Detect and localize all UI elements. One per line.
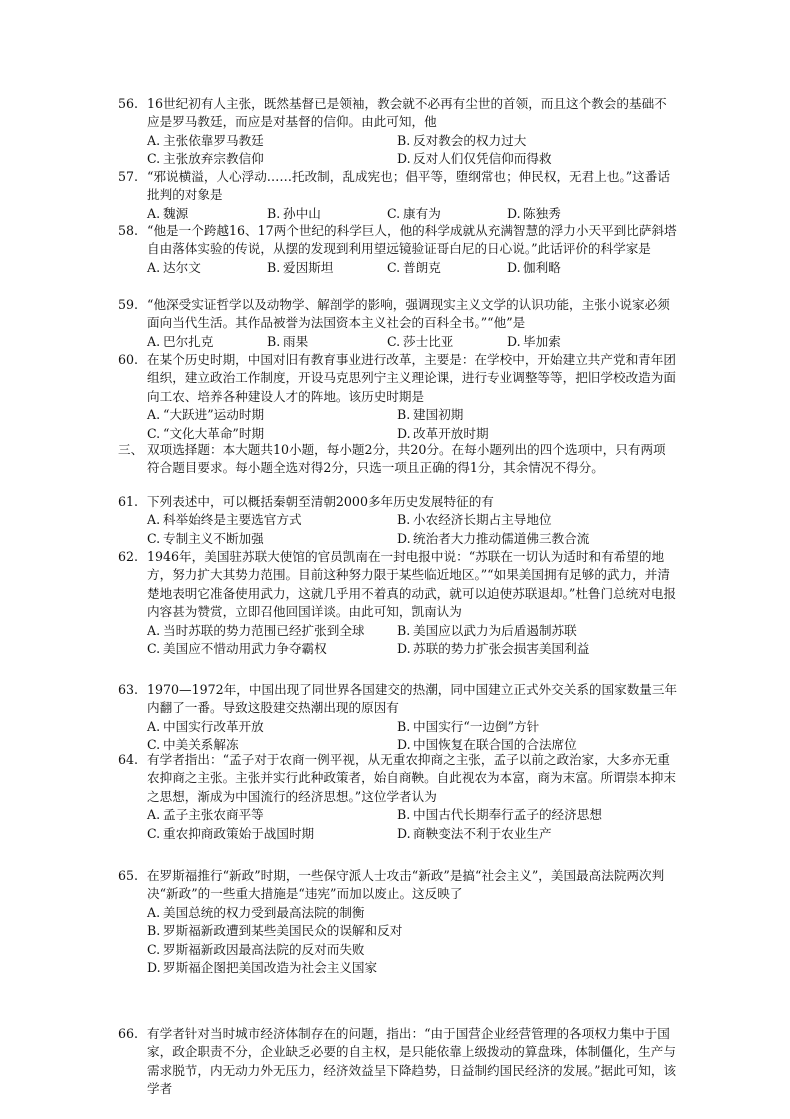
- option-d: [507, 205, 627, 223]
- option-text: 普朗克: [403, 259, 441, 275]
- question-text: “他深受实证哲学以及动物学、解剖学的影响，强调现实主义文学的认识功能，主张小说家必须面向当代生活。其作品被誉为法国资本主义社会的百科全书。”“他”是: [147, 297, 670, 331]
- option-label: A.: [147, 259, 161, 275]
- option-text: 小农经济长期占主导地位: [413, 512, 552, 528]
- option-b: [397, 511, 647, 529]
- option-c: [147, 941, 678, 959]
- option-text: 专制主义不断加强: [163, 530, 264, 546]
- option-b: [267, 333, 387, 351]
- option-label: C.: [147, 941, 161, 957]
- option-text: 达尔文: [163, 259, 201, 275]
- question-number: 三、: [118, 442, 144, 457]
- question-text: 16世纪初有人主张，既然基督已是领袖，教会就不必再有尘世的首领，而且这个教会的基础不应是罗马教廷，而应是对基督的信仰。由此可知，他: [147, 96, 667, 130]
- option-d: [507, 259, 627, 277]
- question-number: 56.: [118, 96, 139, 111]
- option-label: C.: [147, 737, 161, 753]
- question-text: 有学者针对当时城市经济体制存在的问题，指出：“由于国营企业经营管理的各项权力集中于国家，政企职责不分，企业缺乏必要的自主权，是只能依靠上级拨动的算盘珠，体制僵化，生产与需求脱节，内无动力外无压力，经济效益呈下降趋势，日益制约国民经济的发展。”据此可知，该学者: [147, 1026, 677, 1097]
- option-text: 孟子主张农商平等: [163, 807, 264, 823]
- option-label: C.: [147, 530, 161, 546]
- option-text: 巴尔扎克: [163, 333, 214, 349]
- option-text: 商鞅变法不利于农业生产: [413, 825, 552, 841]
- option-d: [397, 825, 647, 843]
- question-text: 双项选择题：本大题共10小题，每小题2分，共20分。在每小题列出的四个选项中，只有两项符合题目要求。每小题全选对得2分，只选一项且正确的得1分，其余情况不得分。: [147, 442, 666, 476]
- option-b: [397, 622, 647, 640]
- option-d: [147, 959, 678, 977]
- option-label: A.: [147, 132, 161, 148]
- question-text: “他是一个跨越16、17两个世纪的科学巨人，他的科学成就从充满智慧的浮力小天平到比萨斜塔自由落体实验的传说，从摆的发现到利用望远镜验证哥白尼的日心说。”此话评价的科学家是: [147, 223, 677, 257]
- option-a: [147, 904, 678, 922]
- option-label: C.: [147, 425, 161, 441]
- question-text: 在某个历史时期，中国对旧有教育事业进行改革，主要是：在学校中，开始建立共产党和青年团组织，建立政治工作制度，开设马克思列宁主义理论课，进行专业调整等等，把旧学校改造为面向工农、培养各种建设人才的阵地。该历史时期是: [147, 352, 676, 404]
- question-64: [118, 681, 678, 755]
- options-list: [147, 806, 678, 843]
- option-text: 伽利略: [523, 259, 561, 275]
- option-c: [147, 150, 397, 168]
- option-label: C.: [147, 641, 161, 657]
- question-number: 63.: [118, 682, 139, 697]
- option-d: [507, 333, 627, 351]
- option-text: 罗斯福新政因最高法院的反对而失败: [163, 941, 365, 957]
- question-number: 57.: [118, 169, 139, 184]
- options-list: [147, 205, 678, 223]
- option-label: A.: [147, 622, 161, 638]
- option-text: 中国实行改革开放: [163, 718, 264, 734]
- options-list: [147, 622, 678, 659]
- options-list: [147, 904, 678, 978]
- question-65: [118, 751, 678, 843]
- option-c: [387, 205, 507, 223]
- question-number: 64.: [118, 752, 139, 767]
- options-list: [147, 511, 678, 548]
- option-label: C.: [387, 205, 401, 221]
- options-list: [147, 132, 678, 169]
- option-label: D.: [397, 641, 411, 657]
- question-number: 65.: [118, 868, 139, 883]
- option-text: 改革开放时期: [413, 425, 489, 441]
- option-text: 孙中山: [283, 205, 321, 221]
- option-label: D.: [397, 530, 411, 546]
- option-label: D.: [397, 825, 411, 841]
- question-67: [118, 1025, 678, 1099]
- question-text: 在罗斯福推行“新政”时期，一些保守派人士攻击“新政”是搞“社会主义”，美国最高法院两次判决“新政”的一些重大措施是“违宪”而加以废止。这反映了: [147, 868, 665, 902]
- option-text: 罗斯福企图把美国改造为社会主义国家: [163, 960, 378, 976]
- option-d: [397, 640, 647, 658]
- option-text: 主张放弃宗教信仰: [163, 151, 264, 167]
- option-text: 中美关系解冻: [163, 737, 239, 753]
- option-label: A.: [147, 807, 161, 823]
- question-60: [118, 351, 678, 443]
- option-a: [147, 406, 397, 424]
- option-label: B.: [397, 132, 411, 148]
- option-label: C.: [147, 151, 161, 167]
- option-text: 主张依靠罗马教廷: [163, 132, 264, 148]
- option-text: 美国应不惜动用武力争夺霸权: [163, 641, 327, 657]
- question-63: [118, 548, 678, 658]
- option-label: B.: [267, 333, 281, 349]
- option-a: [147, 718, 397, 736]
- question-56: [118, 95, 678, 169]
- option-b: [397, 806, 647, 824]
- question-number: 66.: [118, 1026, 139, 1041]
- question-text: 1970—1972年，中国出现了同世界各国建交的热潮，同中国建立正式外交关系的国家数量三年内翻了一番。导致这股建交热潮出现的原因有: [147, 682, 678, 716]
- option-label: A.: [147, 718, 161, 734]
- option-text: 莎士比亚: [403, 333, 454, 349]
- option-label: A.: [147, 904, 161, 920]
- option-d: [397, 150, 647, 168]
- question-58: [118, 222, 678, 277]
- option-text: 中国古代长期奉行孟子的经济思想: [413, 807, 602, 823]
- question-text: 下列表述中，可以概括秦朝至清朝2000多年历史发展特征的有: [147, 494, 494, 509]
- option-text: 科举始终是主要选官方式: [163, 512, 302, 528]
- option-label: B.: [397, 718, 411, 734]
- option-text: 魏源: [163, 205, 189, 221]
- option-text: 统治者大力推动儒道佛三教合流: [413, 530, 590, 546]
- option-label: D.: [147, 960, 161, 976]
- option-a: [147, 622, 397, 640]
- option-text: 美国应以武力为后盾遏制苏联: [413, 622, 577, 638]
- question-number: 62.: [118, 549, 139, 564]
- option-label: C.: [387, 259, 401, 275]
- option-label: D.: [397, 425, 411, 441]
- option-label: A.: [147, 512, 161, 528]
- option-text: 中国恢复在联合国的合法席位: [413, 737, 577, 753]
- option-label: B.: [397, 622, 411, 638]
- option-b: [267, 205, 387, 223]
- option-c: [147, 530, 397, 548]
- option-b: [397, 406, 647, 424]
- option-label: B.: [397, 407, 411, 423]
- option-text: 毕加索: [523, 333, 561, 349]
- question-57: [118, 168, 678, 223]
- option-label: B.: [397, 807, 411, 823]
- question-62: [118, 493, 678, 548]
- question-number: 58.: [118, 223, 139, 238]
- question-text: 1946年，美国驻苏联大使馆的官员凯南在一封电报中说：“苏联在一切认为适时和有希望的地方，努力扩大其势力范围。目前这种努力限于某些临近地区。”“如果美国拥有足够的武力，并清楚地表明它准备使用武力，这就几乎用不着真的动武，就可以迫使苏联退却。”杜鲁门总统对电报内容甚为赞赏，立即召他回国详谈。由此可知，凯南认为: [147, 549, 677, 620]
- question-text: 有学者指出：“孟子对于农商一例平视，从无重农抑商之主张，孟子以前之政治家，大多亦无重农抑商之主张。主张并实行此种政策者，始自商鞅。自此视农为本富，商为末富。所谓崇本抑末之思想，渐成为中国流行的经济思想。”这位学者认为: [147, 752, 676, 804]
- option-a: [147, 511, 397, 529]
- option-label: D.: [397, 151, 411, 167]
- options-list: [147, 718, 678, 755]
- option-a: [147, 333, 267, 351]
- option-text: 反对人们仅凭信仰而得救: [413, 151, 552, 167]
- option-label: D.: [507, 205, 521, 221]
- option-b: [267, 259, 387, 277]
- option-a: [147, 205, 267, 223]
- option-b: [397, 718, 647, 736]
- option-text: 罗斯福新政遭到某些美国民众的误解和反对: [163, 923, 403, 939]
- option-text: 美国总统的权力受到最高法院的制衡: [163, 904, 365, 920]
- option-label: C.: [147, 825, 161, 841]
- question-61: [118, 441, 678, 478]
- option-label: B.: [267, 205, 281, 221]
- option-c: [387, 259, 507, 277]
- option-label: B.: [147, 923, 161, 939]
- option-a: [147, 806, 397, 824]
- options-list: [147, 406, 678, 443]
- option-b: [397, 132, 647, 150]
- option-text: 当时苏联的势力范围已经扩张到全球: [163, 622, 365, 638]
- option-text: 苏联的势力扩张会损害美国利益: [413, 641, 590, 657]
- option-label: A.: [147, 407, 161, 423]
- option-label: B.: [267, 259, 281, 275]
- option-c: [387, 333, 507, 351]
- option-d: [397, 530, 647, 548]
- question-text: “邪说横溢，人心浮动……托改制，乱成宪也；倡平等，堕纲常也；伸民权，无君上也。”这番话批判的对象是: [147, 169, 670, 203]
- option-label: A.: [147, 333, 161, 349]
- option-text: “文化大革命”时期: [163, 425, 265, 441]
- option-c: [147, 640, 397, 658]
- option-text: “大跃进”运动时期: [163, 407, 265, 423]
- option-a: [147, 132, 397, 150]
- option-label: B.: [397, 512, 411, 528]
- question-66: [118, 867, 678, 977]
- question-number: 61.: [118, 494, 139, 509]
- option-text: 建国初期: [413, 407, 464, 423]
- option-text: 中国实行“一边倒”方针: [413, 718, 540, 734]
- option-b: [147, 922, 678, 940]
- option-label: D.: [507, 333, 521, 349]
- option-label: D.: [397, 737, 411, 753]
- option-label: C.: [387, 333, 401, 349]
- question-number: 59.: [118, 297, 139, 312]
- question-59: [118, 296, 678, 351]
- option-label: A.: [147, 205, 161, 221]
- option-text: 爱因斯坦: [283, 259, 334, 275]
- options-list: [147, 259, 678, 277]
- option-text: 康有为: [403, 205, 441, 221]
- question-number: 60.: [118, 352, 139, 367]
- options-list: [147, 333, 678, 351]
- option-text: 重农抑商政策始于战国时期: [163, 825, 315, 841]
- option-text: 陈独秀: [523, 205, 561, 221]
- option-text: 反对教会的权力过大: [413, 132, 527, 148]
- option-a: [147, 259, 267, 277]
- option-c: [147, 825, 397, 843]
- option-label: D.: [507, 259, 521, 275]
- option-text: 雨果: [283, 333, 309, 349]
